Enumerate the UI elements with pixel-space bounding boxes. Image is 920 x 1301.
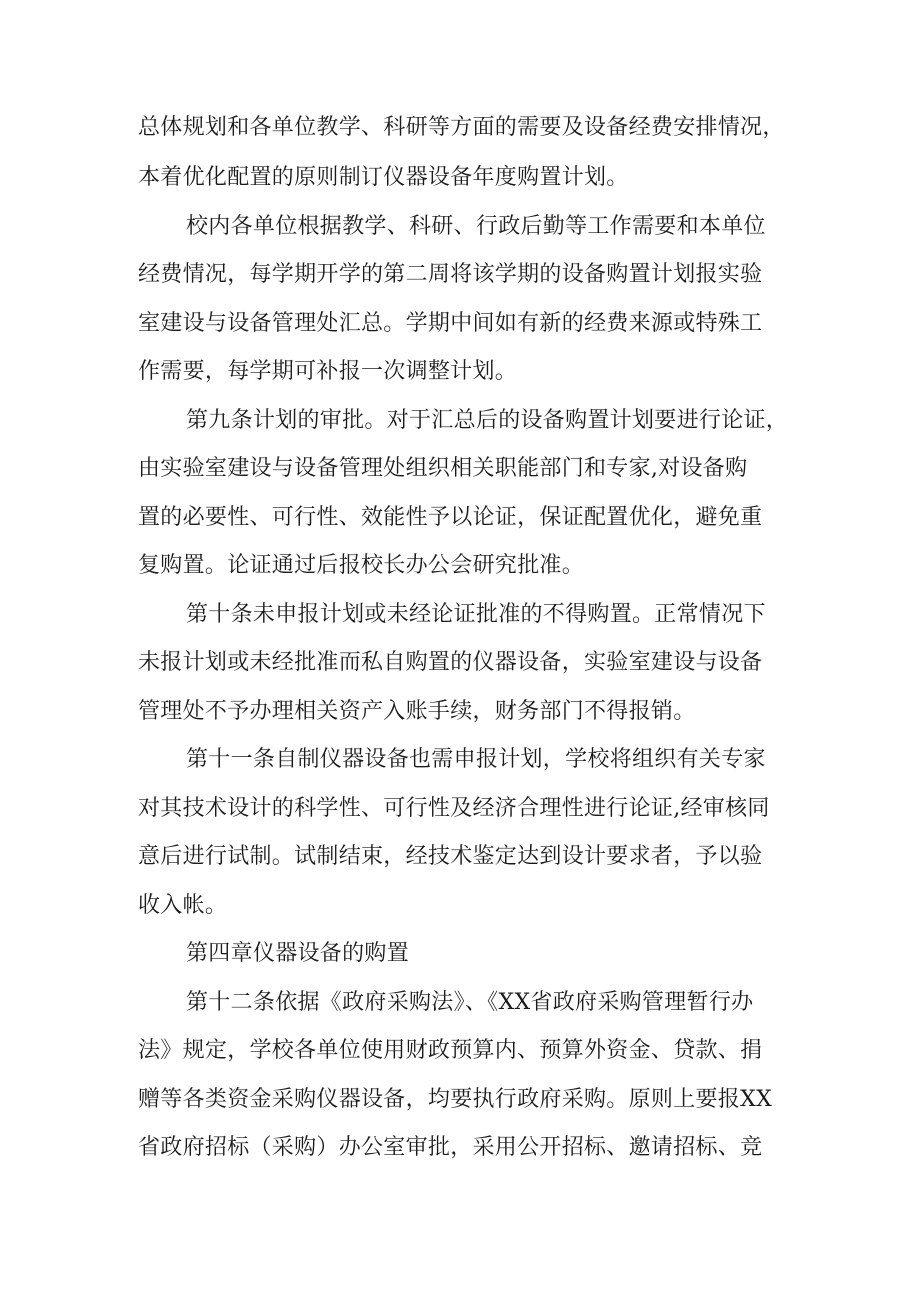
- text-line: 对其技术设计的科学性、可行性及经济合理性进行论证,经审核同: [138, 796, 770, 821]
- text-line: 收入帐。: [138, 893, 228, 918]
- text-line: 意后进行试制。试制结束，经技术鉴定达到设计要求者，予以验: [138, 844, 763, 869]
- text-line: 本着优化配置的原则制订仪器设备年度购置计划。: [138, 165, 629, 190]
- article-11-line: 第十一条自制仪器设备也需申报计划，学校将组织有关专家: [186, 747, 766, 772]
- text-line: 经费情况，每学期开学的第二周将该学期的设备购置计划报实验: [138, 262, 763, 287]
- chapter-4-heading: 第四章仪器设备的购置: [186, 941, 410, 966]
- text-line: 作需要，每学期可补报一次调整计划。: [138, 359, 518, 384]
- text-line: 管理处不予办理相关资产入账手续，财务部门不得报销。: [138, 699, 696, 724]
- text-line: 复购置。论证通过后报校长办公会研究批准。: [138, 553, 585, 578]
- text-line: 由实验室建设与设备管理处组织相关职能部门和专家,对设备购: [138, 456, 748, 481]
- text-line: 赠等各类资金采购仪器设备，均要执行政府采购。原则上要报XX: [138, 1087, 773, 1112]
- article-9-line: 第九条计划的审批。对于汇总后的设备购置计划要进行论证，: [186, 408, 789, 433]
- article-10-line: 第十条未申报计划或未经论证批准的不得购置。正常情况下: [186, 602, 766, 627]
- text-line: 未报计划或未经批准而私自购置的仪器设备，实验室建设与设备: [138, 650, 763, 675]
- text-line: 总体规划和各单位教学、科研等方面的需要及设备经费安排情况，: [138, 115, 785, 140]
- paragraph-start-line: 校内各单位根据教学、科研、行政后勤等工作需要和本单位: [186, 214, 766, 239]
- article-12-line: 第十二条依据《政府采购法》、《XX省政府采购管理暂行办: [186, 990, 754, 1015]
- text-line: 省政府招标（采购）办公室审批，采用公开招标、邀请招标、竞: [138, 1135, 763, 1160]
- text-line: 置的必要性、可行性、效能性予以论证，保证配置优化，避免重: [138, 505, 763, 530]
- text-line: 法》规定，学校各单位使用财政预算内、预算外资金、贷款、捐: [138, 1038, 763, 1063]
- text-line: 室建设与设备管理处汇总。学期中间如有新的经费来源或特殊工: [138, 311, 763, 336]
